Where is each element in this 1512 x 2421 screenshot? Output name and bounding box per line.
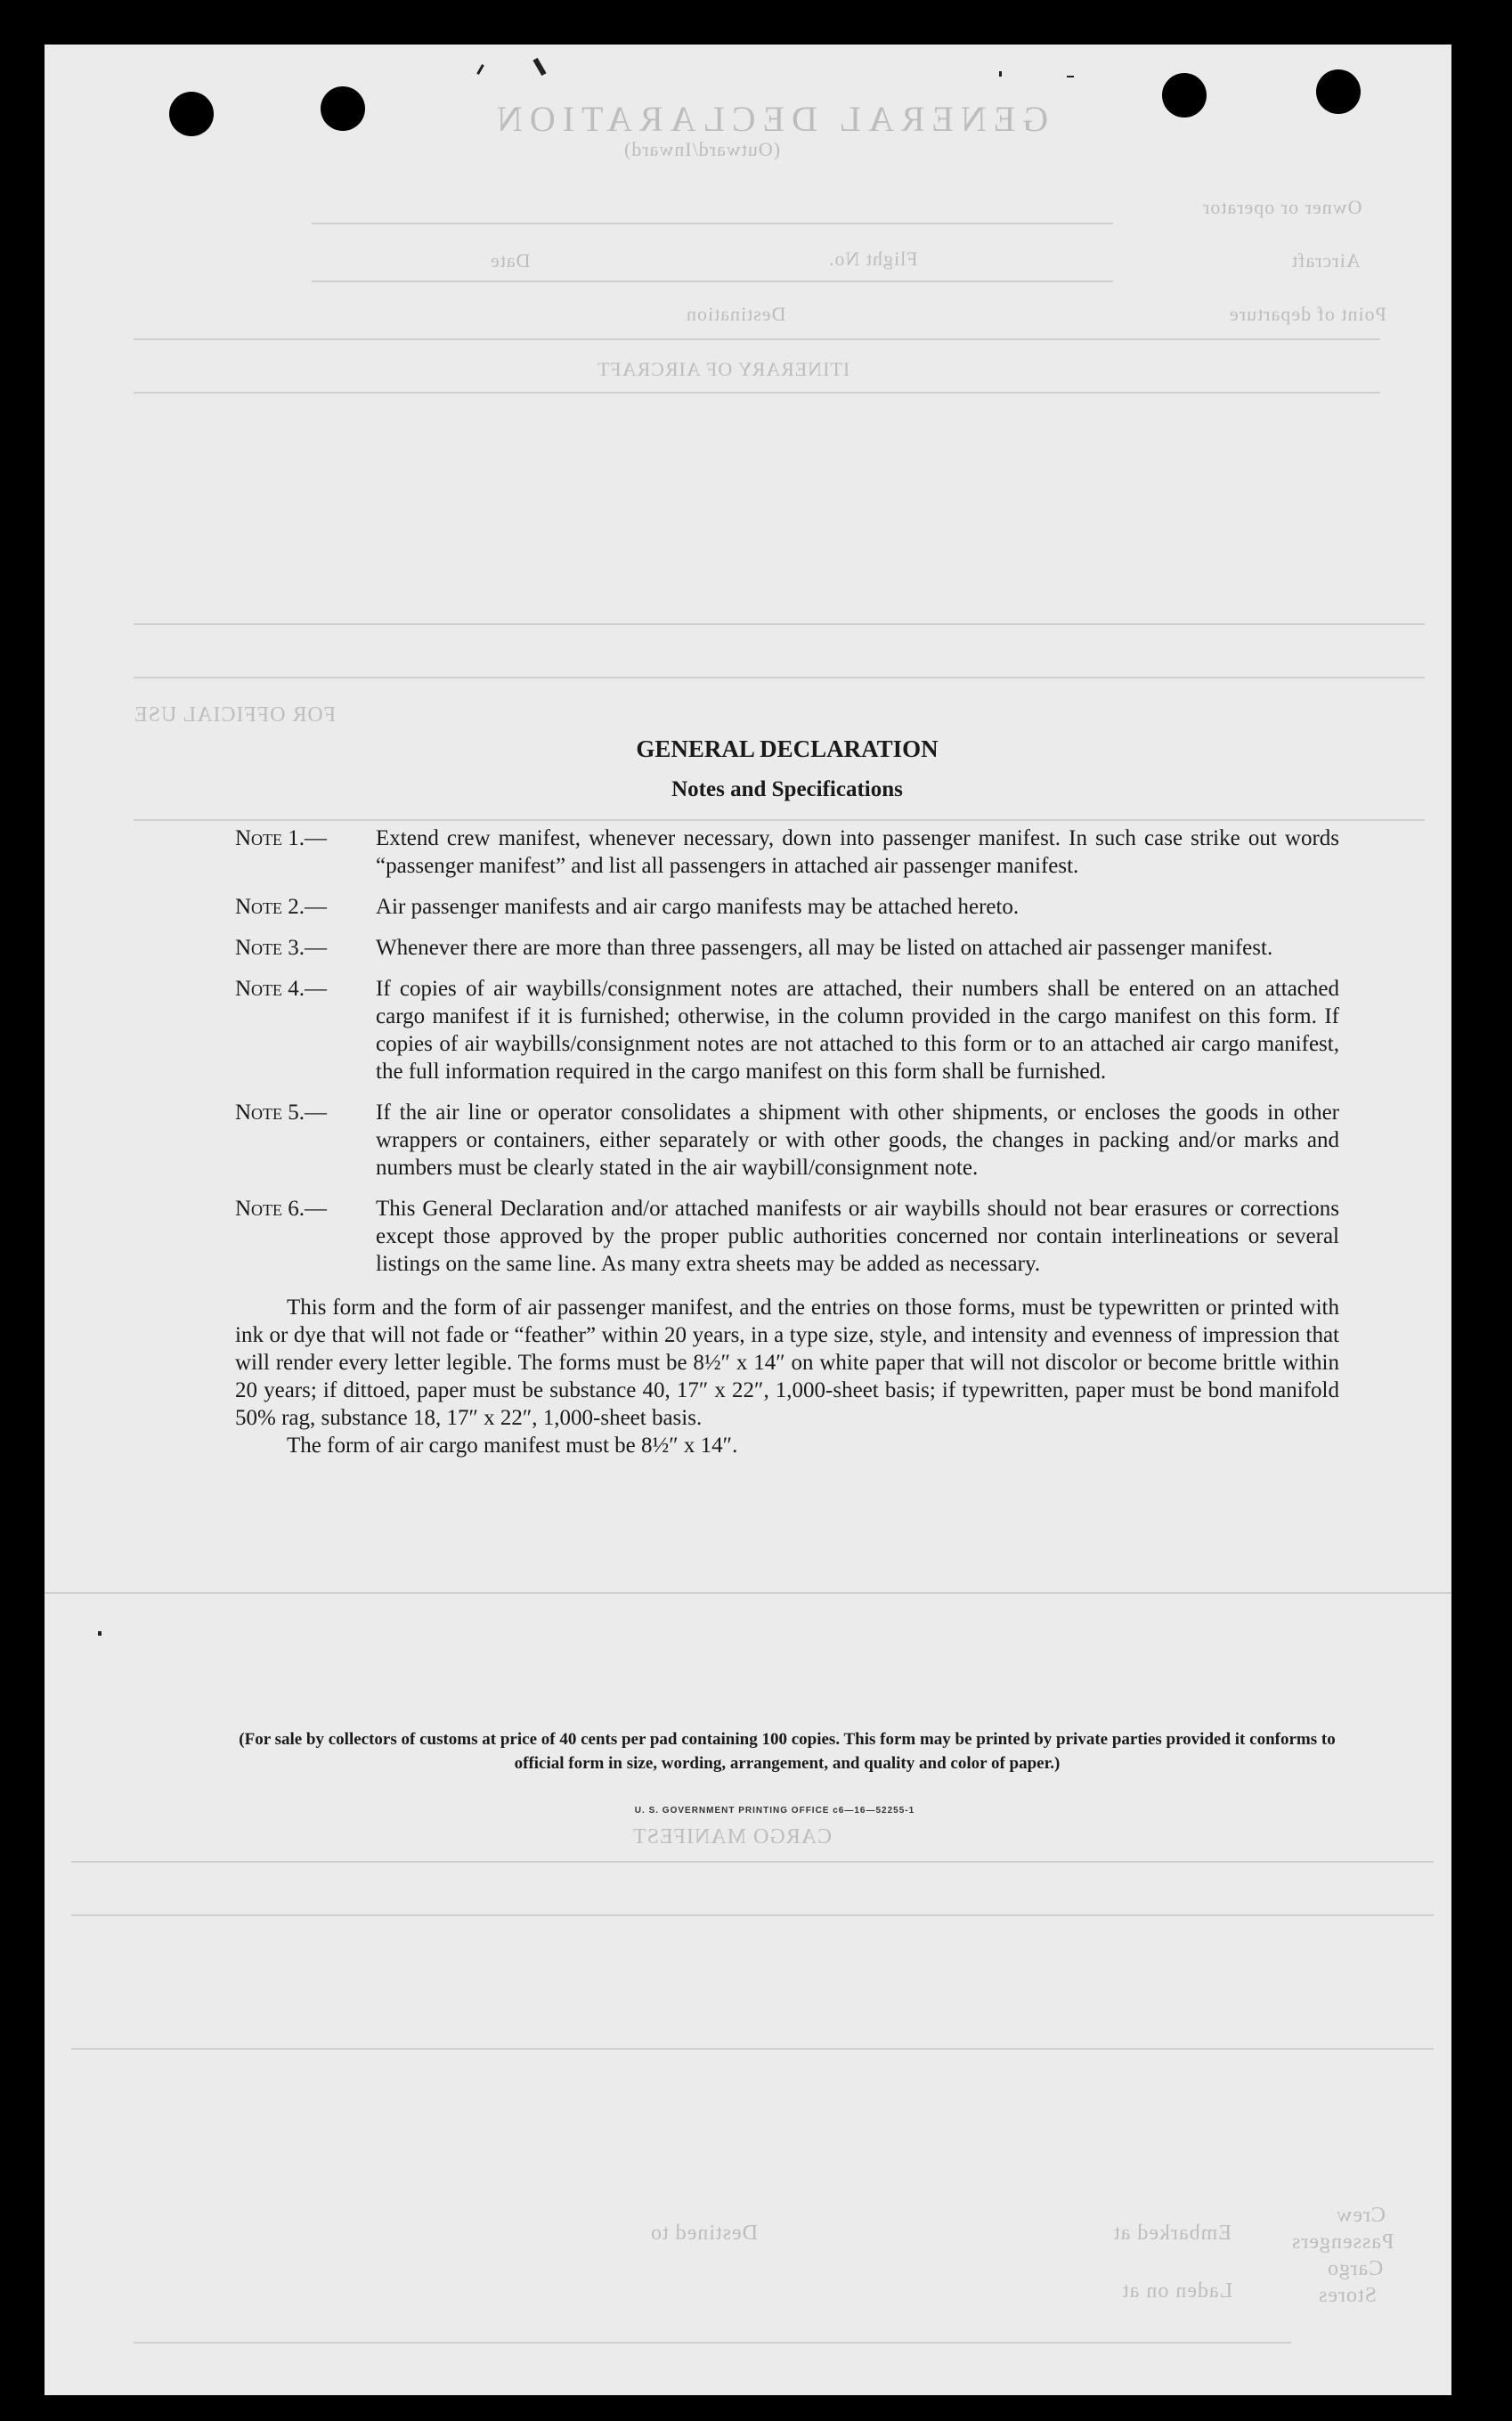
show-through-crew-label: Crew — [1336, 2204, 1386, 2227]
printer-line: U. S. GOVERNMENT PRINTING OFFICE c6—16—52255-1 — [634, 1806, 915, 1816]
show-through-flight-label: Flight No. — [828, 248, 918, 270]
show-through-embarked-label: Embarked at — [1113, 2222, 1232, 2245]
note-text: Air passenger manifests and air cargo manifests may be attached hereto. — [376, 895, 1020, 919]
document-page — [45, 45, 1451, 2395]
note-5 — [235, 1099, 1339, 1182]
cargo-size-line: The form of air cargo manifest must be 8½″ x 14″. — [287, 1434, 738, 1458]
punch-hole — [321, 86, 365, 131]
show-through-rule — [71, 2048, 1434, 2050]
show-through-rule — [134, 623, 1425, 625]
show-through-rule — [134, 338, 1380, 340]
punch-hole — [169, 92, 214, 136]
page-title: GENERAL DECLARATION — [636, 735, 939, 762]
show-through-stores-label: Stores — [1318, 2284, 1377, 2307]
show-through-heading: GENERAL DECLARATION — [490, 99, 1049, 139]
show-through-destination-label: Destination — [686, 303, 786, 325]
scan-mark — [1067, 76, 1074, 77]
note-text: If copies of air waybills/consignment notes are attached, their numbers shall be entered on an attached cargo manifest if it is furnished; otherwise, in the column provided in the cargo manifest on this form. If copies of air waybills/consignment notes are not attached to this form or to an attached air cargo manifest, the full information required in the cargo manifest on this form shall be furnished. — [376, 977, 1339, 1084]
note-3 — [235, 934, 1339, 962]
note-label: Note 6.— — [235, 1197, 328, 1221]
note-label: Note 5.— — [235, 1101, 328, 1125]
show-through-rule — [71, 1914, 1434, 1916]
scan-border-right — [1451, 0, 1512, 2421]
note-text: This General Declaration and/or attached manifests or air waybills should not bear erasures or corrections except those approved by the proper public authorities concerned nor contain interlineations or several listings on the same line. As many extra sheets may be added as necessary. — [376, 1197, 1339, 1276]
note-1 — [235, 825, 1339, 880]
note-label: Note 1.— — [235, 826, 328, 850]
show-through-passengers-label: Passengers — [1291, 2230, 1394, 2254]
show-through-itinerary-label: ITINERARY OF AIRCRAFT — [597, 358, 850, 380]
scan-border-bottom — [0, 2395, 1512, 2421]
note-4 — [235, 975, 1339, 1085]
note-label: Note 2.— — [235, 895, 328, 919]
note-2 — [235, 893, 1339, 921]
note-label: Note 4.— — [235, 977, 328, 1001]
show-through-cargo-label: Cargo — [1327, 2257, 1384, 2280]
show-through-rule — [71, 1861, 1434, 1863]
show-through-rule — [134, 392, 1380, 394]
show-through-rule — [134, 677, 1425, 678]
punch-hole — [1316, 69, 1361, 114]
form-requirements — [235, 1294, 1339, 1459]
note-text: If the air line or operator consolidates a shipment with other shipments, or encloses the goods in other wrappers or containers, either separately or with other goods, the changes in packing and/or marks and numbers must be clearly stated in the air waybill/consignment note. — [376, 1101, 1339, 1180]
scan-mark — [999, 71, 1002, 77]
scan-mark — [532, 58, 546, 76]
note-6 — [235, 1195, 1339, 1278]
show-through-date-label: Date — [490, 249, 531, 272]
show-through-rule — [312, 280, 1113, 282]
show-through-rule — [45, 1592, 1451, 1594]
show-through-rule — [134, 2342, 1291, 2344]
note-text: Whenever there are more than three passengers, all may be listed on attached air passenger manifest. — [376, 936, 1273, 960]
note-text: Extend crew manifest, whenever necessary, down into passenger manifest. In such case strike out words “passenger manifest” and list all passengers in attached air passenger manifest. — [376, 826, 1339, 878]
show-through-aircraft-label: Aircraft — [1291, 249, 1361, 272]
show-through-laden-label: Laden on at — [1122, 2279, 1233, 2303]
page-subtitle: Notes and Specifications — [671, 777, 903, 801]
show-through-destined-label: Destined to — [650, 2222, 758, 2245]
show-through-cargo-manifest: CARGO MANIFEST — [632, 1825, 833, 1848]
show-through-owner-label: Owner or operator — [1202, 196, 1362, 218]
scan-mark — [98, 1631, 102, 1636]
note-label: Note 3.— — [235, 936, 328, 960]
show-through-rule — [312, 223, 1113, 224]
form-requirements-text: This form and the form of air passenger manifest, and the entries on those forms, must be typewritten or printed with ink or dye that will not fade or “feather” within 20 years, in a type size, style, and intensity and evenness of impression that will render every letter legible. The forms must be 8½″ x 14″ on white paper that will not discolor or become brittle within 20 years; if dittoed, paper must be substance 40, 17″ x 22″, 1,000-sheet basis; if typewritten, paper must be bond manifold 50% rag, substance 18, 17″ x 22″, 1,000-sheet basis. — [235, 1296, 1339, 1430]
show-through-departure-label: Point of departure — [1229, 303, 1386, 325]
sale-notice: (For sale by collectors of customs at price of 40 cents per pad containing 100 copies. This form may be printed by private parties provided it conforms to official form in size, wording, arrangement, and quality and color of paper.) — [239, 1730, 1336, 1773]
notes-section — [235, 735, 1339, 1459]
punch-hole — [1162, 73, 1207, 118]
show-through-subheading: (Outward/Inward) — [623, 138, 781, 160]
show-through-official-use: FOR OFFICIAL USE — [134, 703, 337, 727]
scan-mark — [476, 64, 484, 75]
